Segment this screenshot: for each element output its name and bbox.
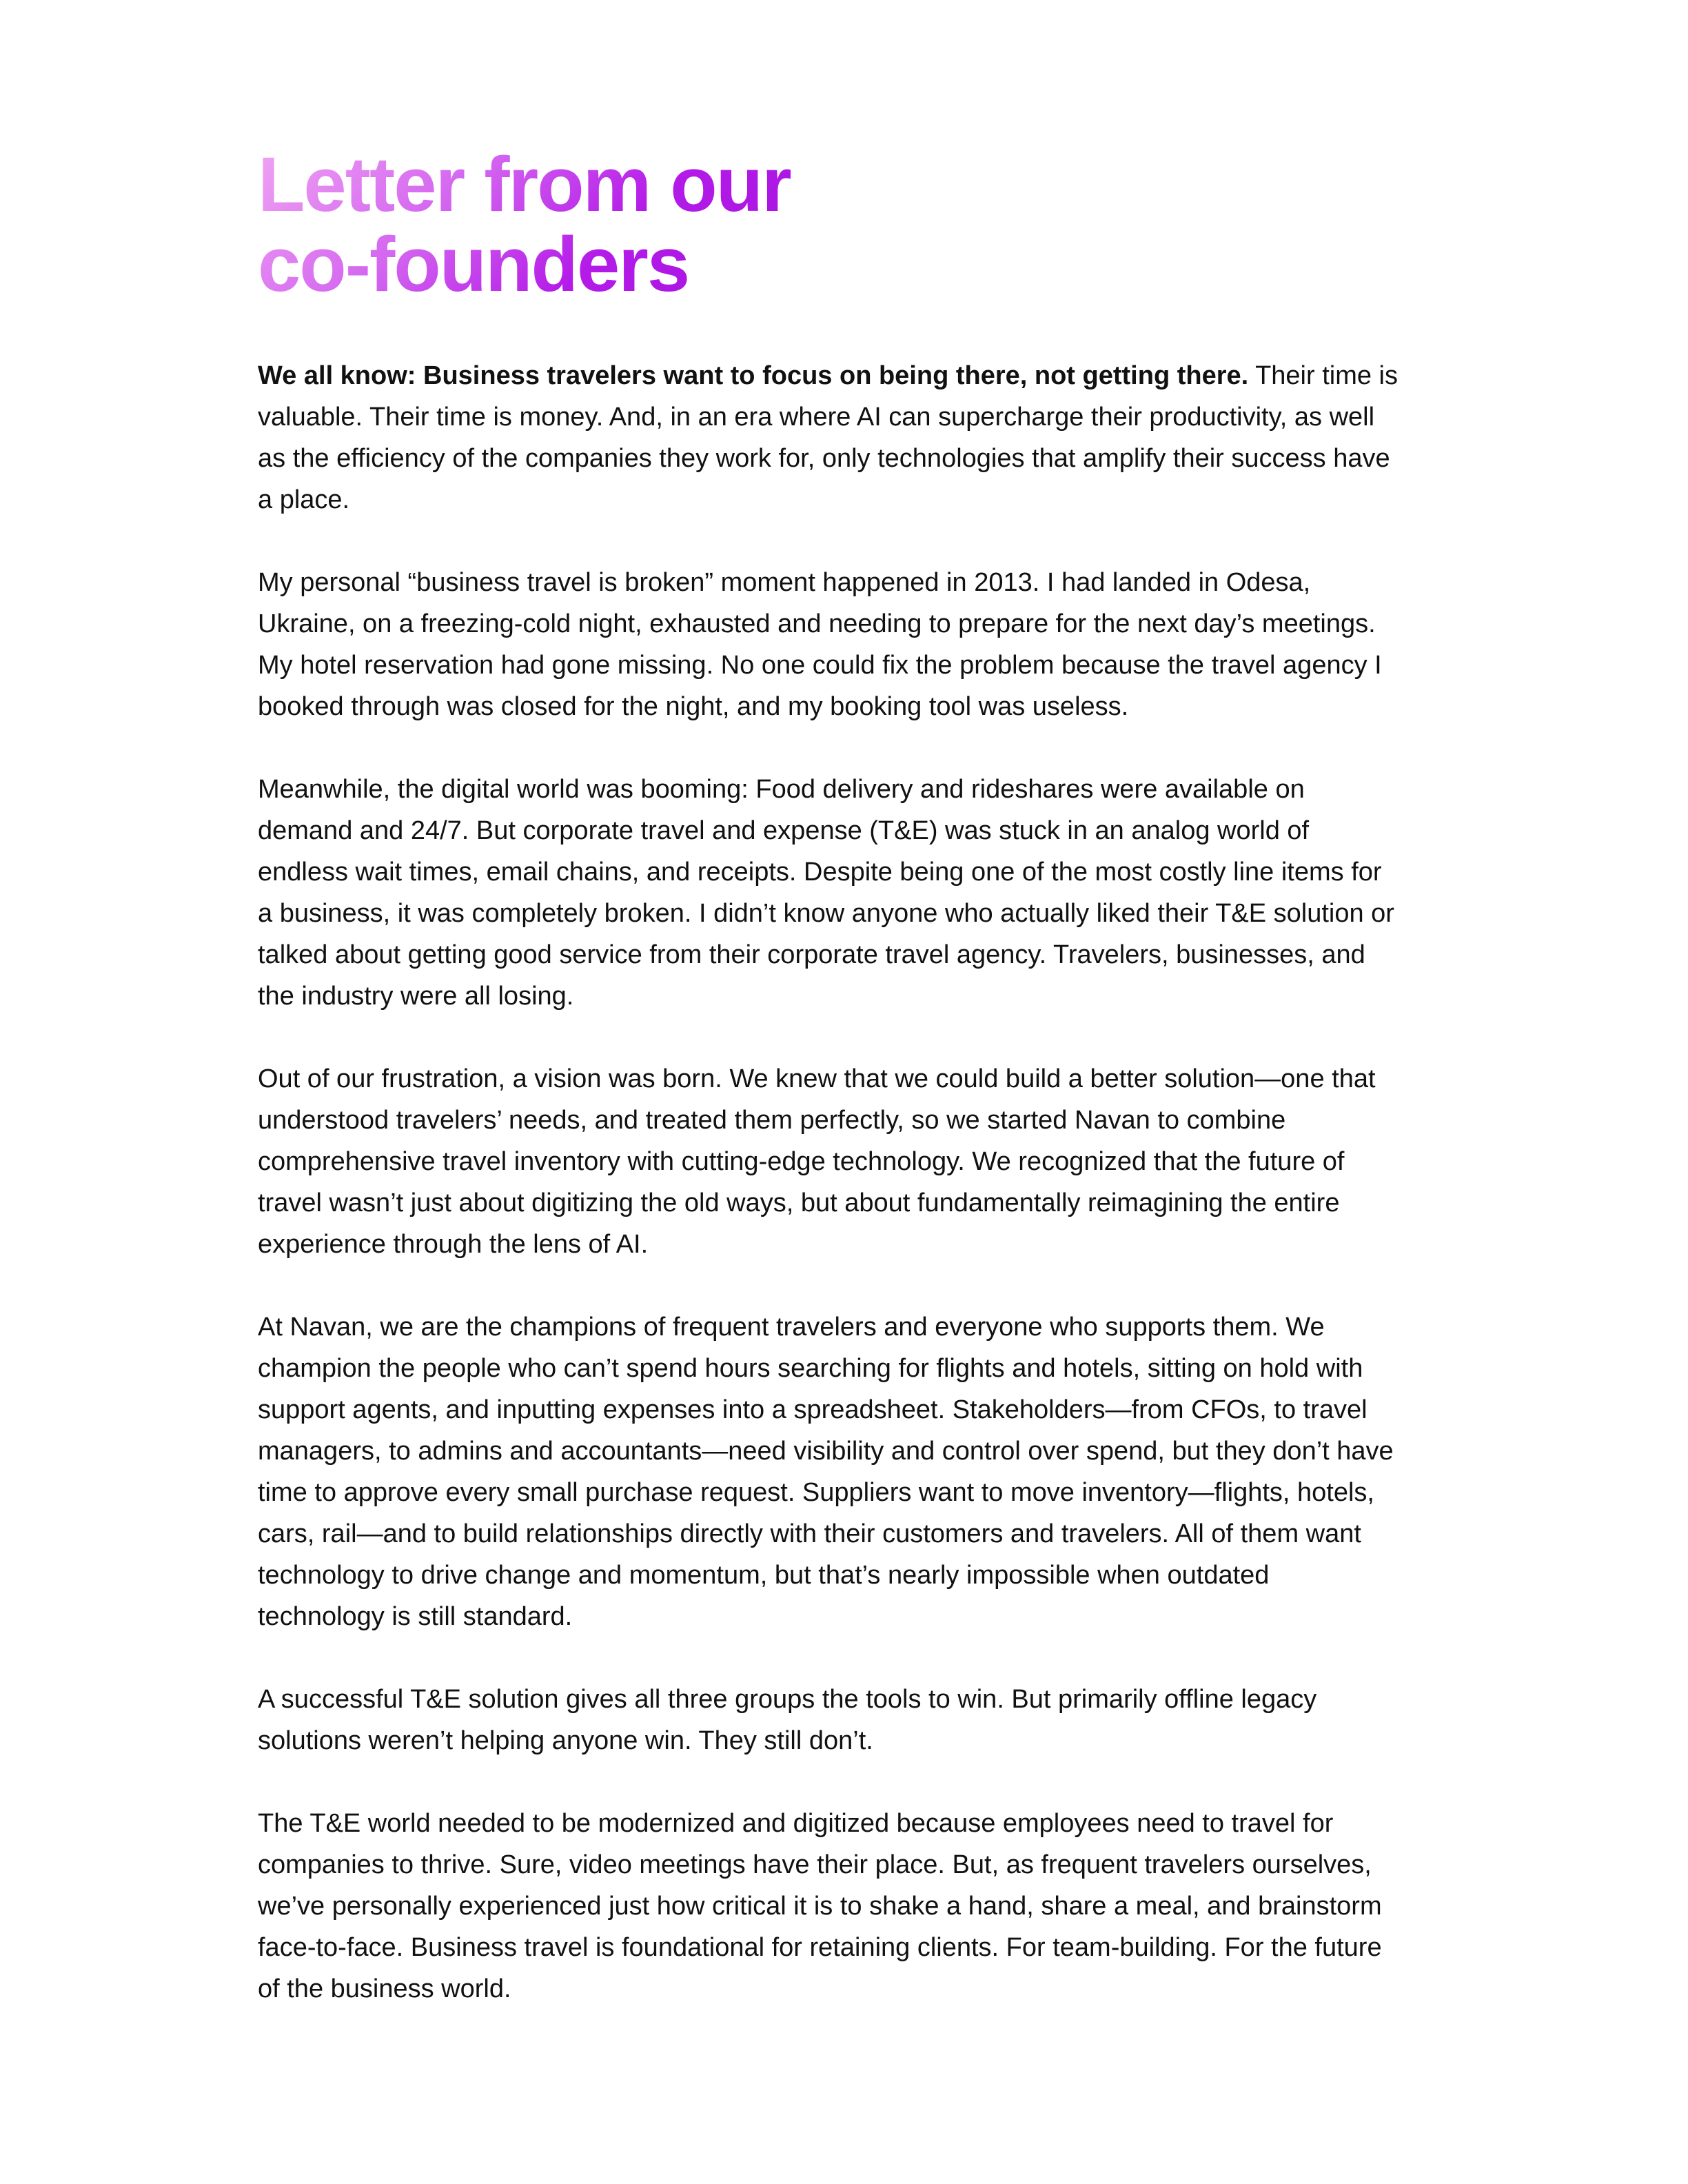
- letter-body: [258, 355, 1402, 2010]
- paragraph-2: My personal “business travel is broken” moment happened in 2013. I had landed in Odesa, Ukraine, on a freezing-cold night, exhausted and needing to prepare for the next day’s meetings. My hotel reservation had gone missing. No one could fix the problem because the travel agency I booked through was closed for the night, and my booking tool was useless.: [258, 568, 1382, 721]
- paragraph-text: Their time is valuable. Their time is money. And, in an era where AI can supercharge their productivity, as well as the efficiency of the companies they work for, only technologies that amplify their success have a place.: [258, 361, 1398, 514]
- paragraph-3: Meanwhile, the digital world was booming: Food delivery and rideshares were available on demand and 24/7. But corporate travel and expense (T&E) was stuck in an analog world of endless wait times, email chains, and receipts. Despite being one of the most costly line items for a business, it was completely broken. I didn’t know anyone who actually liked their T&E solution or talked about getting good service from their corporate travel agency. Travelers, businesses, and the industry were all losing.: [258, 775, 1394, 1011]
- title-line-2: co-founders: [258, 221, 689, 307]
- paragraph-1: [258, 355, 1402, 520]
- paragraph-4: Out of our frustration, a vision was born. We knew that we could build a better solution—one that understood travelers’ needs, and treated them perfectly, so we started Navan to combine comprehensive travel inventory with cutting-edge technology. We recognized that the future of travel wasn’t just about digitizing the old ways, but about fundamentally reimagining the entire experience through the lens of AI.: [258, 1064, 1376, 1259]
- paragraph-7: The T&E world needed to be modernized and digitized because employees need to travel for companies to thrive. Sure, video meetings have their place. But, as frequent travelers ourselves, we’ve personally experienced just how critical it is to shake a hand, share a meal, and brainstorm face-to-face. Business travel is foundational for retaining clients. For team-building. For the future of the business world.: [258, 1809, 1382, 2003]
- page-title: [258, 141, 791, 307]
- paragraph-lead: We all know: Business travelers want to focus on being there, not getting there.: [258, 361, 1249, 390]
- paragraph-6: A successful T&E solution gives all three groups the tools to win. But primarily offline legacy solutions weren’t helping anyone win. They still don’t.: [258, 1685, 1317, 1755]
- title-line-1: Letter from our: [258, 141, 791, 228]
- paragraph-5: At Navan, we are the champions of frequent travelers and everyone who supports them. We champion the people who can’t spend hours searching for flights and hotels, sitting on hold with support agents, and inputting expenses into a spreadsheet. Stakeholders—from CFOs, to travel managers, to admins and accountants—need visibility and control over spend, but they don’t have time to approve every small purchase request. Suppliers want to move inventory—flights, hotels, cars, rail—and to build relationships directly with their customers and travelers. All of them want technology to drive change and momentum, but that’s nearly impossible when outdated technology is still standard.: [258, 1313, 1394, 1631]
